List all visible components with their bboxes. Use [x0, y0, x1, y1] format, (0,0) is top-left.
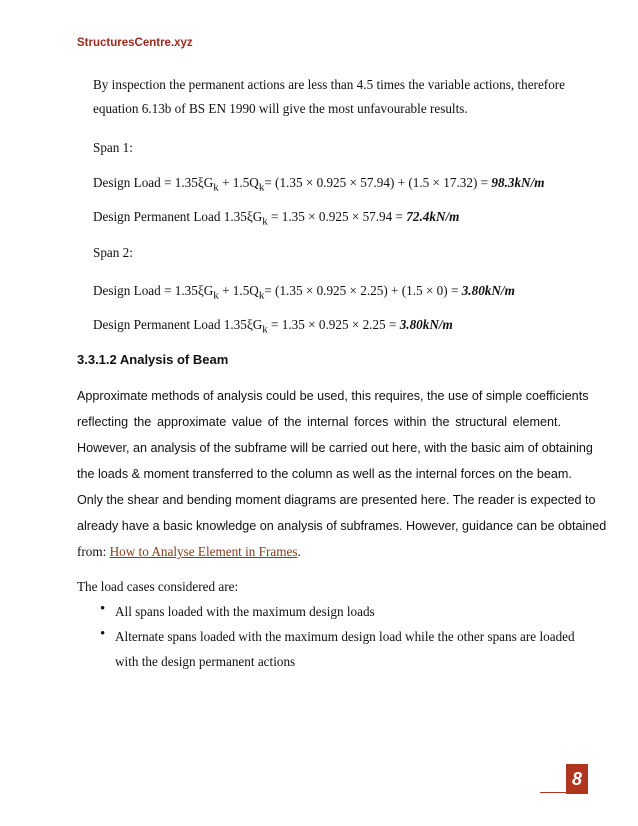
span1-perm-result: 72.4kN/m — [406, 209, 460, 224]
span2-design-load — [93, 283, 515, 302]
subscript: k — [258, 289, 265, 302]
analysis-line-5: Only the shear and bending moment diagrams are presented here. The reader is expected to — [77, 493, 596, 507]
span2-design-load-eq: = 1.35ξG — [164, 283, 214, 298]
span2-perm-label: Design Permanent Load 1.35ξG — [93, 317, 263, 332]
end-punct: . — [297, 544, 301, 559]
analysis-line-4: the loads & moment transferred to the column as well as the internal forces on the beam. — [77, 467, 572, 481]
subscript: k — [213, 289, 219, 302]
page-number-rule — [540, 792, 588, 793]
span1-perm-label: Design Permanent Load 1.35ξG — [93, 209, 263, 224]
subscript: k — [258, 181, 265, 194]
span1-design-load-label: Design Load — [93, 175, 161, 190]
analysis-line-7 — [77, 545, 301, 558]
span1-design-load-rest: + 1.5Q — [218, 175, 259, 190]
span2-label: Span 2: — [93, 245, 133, 260]
span1-perm-calc: = 1.35 × 0.925 × 57.94 = — [267, 209, 407, 224]
subscript: k — [262, 323, 268, 336]
analysis-line-6: already have a basic knowledge on analysis of subframes. However, guidance can be obtained — [77, 519, 607, 533]
frames-analysis-link[interactable]: How to Analyse Element in Frames — [109, 544, 298, 559]
bullet-icon: • — [100, 626, 106, 642]
span2-permanent-load — [93, 317, 453, 336]
span2-perm-result: 3.80kN/m — [399, 317, 453, 332]
section-heading: 3.3.1.2 Analysis of Beam — [77, 352, 229, 367]
span2-design-load-result: 3.80kN/m — [461, 283, 515, 298]
load-cases-intro: The load cases considered are: — [77, 579, 239, 594]
span1-design-load-calc: = (1.35 × 0.925 × 57.94) + (1.5 × 17.32) = — [264, 175, 492, 190]
span1-design-load — [93, 175, 545, 194]
analysis-line-3: However, an analysis of the subframe will be carried out here, with the basic aim of obtaining — [77, 441, 593, 455]
load-case-item-2-cont: with the design permanent actions — [115, 654, 296, 669]
analysis-line-2: reflecting the approximate value of the internal forces within the structural element. — [77, 415, 561, 429]
span2-design-load-calc: = (1.35 × 0.925 × 2.25) + (1.5 × 0) = — [264, 283, 462, 298]
intro-line-2: equation 6.13b of BS EN 1990 will give the most unfavourable results. — [93, 101, 468, 116]
site-header: StructuresCentre.xyz — [77, 37, 193, 49]
span1-design-load-result: 98.3kN/m — [491, 175, 545, 190]
span2-perm-calc: = 1.35 × 0.925 × 2.25 = — [267, 317, 400, 332]
span1-label: Span 1: — [93, 140, 133, 155]
span2-design-load-label: Design Load — [93, 283, 161, 298]
from-label: from: — [77, 544, 110, 559]
bullet-icon: • — [100, 601, 106, 617]
analysis-line-1: Approximate methods of analysis could be used, this requires, the use of simple coefficients — [77, 389, 589, 403]
span2-design-load-rest: + 1.5Q — [218, 283, 259, 298]
subscript: k — [213, 181, 219, 194]
span1-design-load-eq: = 1.35ξG — [164, 175, 214, 190]
page-number-badge: 8 — [566, 764, 588, 794]
intro-line-1: By inspection the permanent actions are less than 4.5 times the variable actions, therefore — [93, 77, 566, 92]
load-case-item-1: All spans loaded with the maximum design loads — [115, 604, 375, 619]
load-case-item-2: Alternate spans loaded with the maximum design load while the other spans are loaded — [115, 629, 575, 644]
span1-permanent-load — [93, 209, 459, 228]
subscript: k — [262, 215, 268, 228]
